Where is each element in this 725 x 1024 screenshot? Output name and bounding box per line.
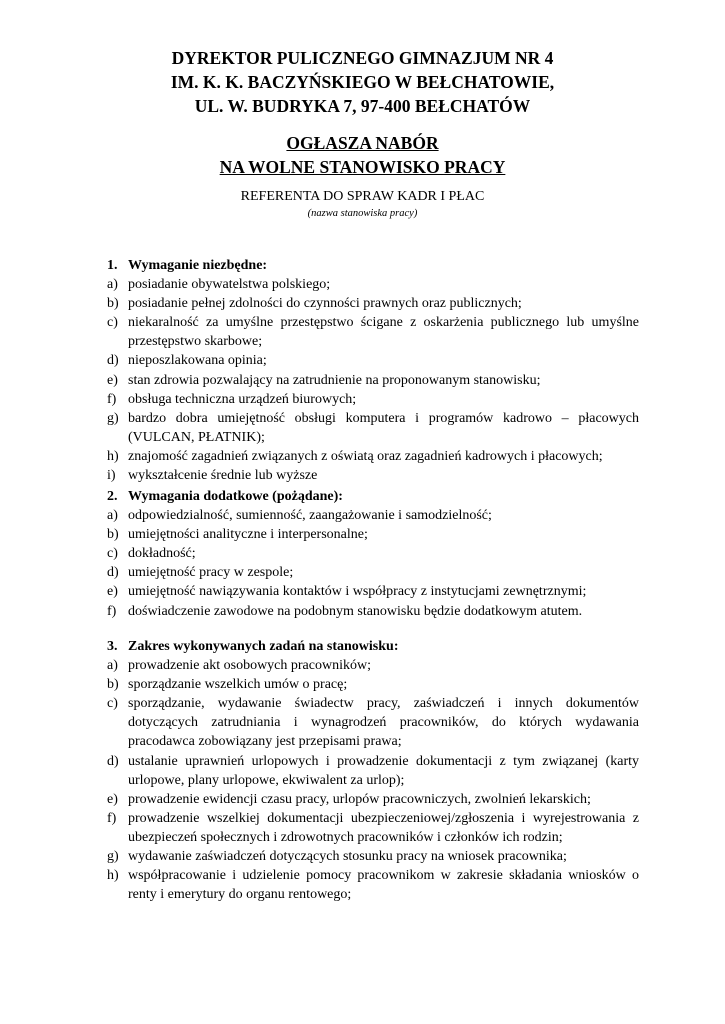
item-letter: g) bbox=[107, 410, 119, 426]
section-duties bbox=[107, 637, 639, 904]
list-item bbox=[107, 447, 639, 466]
document-header bbox=[0, 46, 725, 118]
item-text: prowadzenie ewidencji czasu pracy, urlopów pracowniczych, zwolnień lekarskich; bbox=[128, 791, 591, 807]
list-item bbox=[107, 563, 639, 582]
item-letter: i) bbox=[107, 468, 116, 484]
section-title: Wymaganie niezbędne: bbox=[128, 258, 268, 273]
item-text: współpracowanie i udzielenie pomocy pracownikom w zakresie składania wniosków o renty i emerytury do organu rentowego; bbox=[128, 868, 639, 903]
item-text: dokładność; bbox=[128, 546, 196, 562]
item-letter: e) bbox=[107, 584, 118, 600]
item-letter: c) bbox=[107, 315, 118, 331]
item-text: ustalanie uprawnień urlopowych i prowadzenie dokumentacji z tym związanej (karty urlopowe, plany urlopowe, ekwiwalent za urlop); bbox=[128, 753, 639, 788]
item-text: doświadczenie zawodowe na podobnym stanowisku będzie dodatkowym atutem. bbox=[128, 603, 583, 619]
item-text: posiadanie obywatelstwa polskiego; bbox=[128, 277, 331, 293]
header-line-1: DYREKTOR PULICZNEGO GIMNAZJUM NR 4 bbox=[171, 48, 554, 68]
header-line-2: IM. K. K. BACZYŃSKIEGO W BEŁCHATOWIE, bbox=[170, 72, 555, 92]
item-letter: f) bbox=[107, 391, 117, 407]
section-number: 1. bbox=[107, 258, 118, 273]
item-text: wydawanie zaświadczeń dotyczących stosunku pracy na wniosek pracownika; bbox=[128, 849, 567, 865]
item-letter: c) bbox=[107, 696, 118, 712]
item-letter: h) bbox=[107, 868, 119, 884]
list-item bbox=[107, 390, 639, 409]
position-note: (nazwa stanowiska pracy) bbox=[307, 208, 418, 219]
item-letter: c) bbox=[107, 546, 118, 562]
item-text: sporządzanie wszelkich umów o pracę; bbox=[128, 677, 348, 693]
item-letter: h) bbox=[107, 448, 119, 464]
item-letter: d) bbox=[107, 353, 119, 369]
list-item bbox=[107, 544, 639, 563]
list-item bbox=[107, 409, 639, 447]
list-item bbox=[107, 525, 639, 544]
section-title: Wymagania dodatkowe (pożądane): bbox=[128, 489, 343, 504]
list-item bbox=[107, 790, 639, 809]
list-item bbox=[107, 313, 639, 351]
item-letter: a) bbox=[107, 658, 118, 674]
list-item bbox=[107, 466, 639, 485]
list-item bbox=[107, 847, 639, 866]
announcement-title bbox=[0, 131, 725, 179]
item-letter: b) bbox=[107, 677, 119, 693]
section-heading bbox=[107, 256, 639, 275]
item-text: wykształcenie średnie lub wyższe bbox=[128, 468, 318, 484]
list-item bbox=[107, 275, 639, 294]
item-letter: f) bbox=[107, 603, 117, 619]
item-letter: g) bbox=[107, 849, 119, 865]
list-item bbox=[107, 351, 639, 370]
item-list bbox=[107, 656, 639, 904]
item-text: sporządzanie, wydawanie świadectw pracy, zaświadczeń i innych dokumentów dotyczących zatrudniania i wynagrodzeń pracowników, do których wydawania pracodawca zobowiązany jest przepisami prawa; bbox=[128, 696, 639, 750]
item-letter: b) bbox=[107, 296, 119, 312]
list-item bbox=[107, 656, 639, 675]
item-letter: d) bbox=[107, 565, 119, 581]
item-list bbox=[107, 275, 639, 485]
list-item bbox=[107, 752, 639, 790]
item-text: stan zdrowia pozwalający na zatrudnienie na proponowanym stanowisku; bbox=[128, 372, 541, 388]
list-item bbox=[107, 371, 639, 390]
item-text: nieposzlakowana opinia; bbox=[128, 353, 267, 369]
item-text: prowadzenie akt osobowych pracowników; bbox=[128, 658, 371, 674]
announcement-line-1: OGŁASZA NABÓR bbox=[286, 133, 439, 153]
item-letter: a) bbox=[107, 277, 118, 293]
list-item bbox=[107, 294, 639, 313]
item-text: umiejętności analityczne i interpersonalne; bbox=[128, 527, 368, 543]
item-letter: d) bbox=[107, 753, 119, 769]
list-item bbox=[107, 582, 639, 601]
position-title: REFERENTA DO SPRAW KADR I PŁAC bbox=[240, 189, 485, 204]
item-text: prowadzenie wszelkiej dokumentacji ubezpieczeniowej/zgłoszenia i wyrejestrowania z ubezpieczeń społecznych i zdrowotnych pracowników i członków ich rodzin; bbox=[128, 810, 639, 845]
section-requirements bbox=[107, 256, 639, 485]
announcement-line-2: NA WOLNE STANOWISKO PRACY bbox=[219, 157, 506, 177]
item-text: odpowiedzialność, sumienność, zaangażowanie i samodzielność; bbox=[128, 508, 492, 524]
item-list bbox=[107, 506, 639, 621]
item-text: umiejętność nawiązywania kontaktów i współpracy z instytucjami zewnętrznymi; bbox=[128, 584, 587, 600]
item-text: umiejętność pracy w zespole; bbox=[128, 565, 294, 581]
list-item bbox=[107, 809, 639, 847]
section-heading bbox=[107, 637, 639, 656]
section-title: Zakres wykonywanych zadań na stanowisku: bbox=[128, 639, 399, 654]
list-item bbox=[107, 694, 639, 751]
item-text: znajomość zagadnień związanych z oświatą oraz zagadnień kadrowych i płacowych; bbox=[128, 448, 603, 464]
item-letter: a) bbox=[107, 508, 118, 524]
list-item bbox=[107, 675, 639, 694]
item-letter: e) bbox=[107, 372, 118, 388]
header-line-3: UL. W. BUDRYKA 7, 97-400 BEŁCHATÓW bbox=[194, 96, 531, 116]
list-item bbox=[107, 866, 639, 904]
item-text: obsługa techniczna urządzeń biurowych; bbox=[128, 391, 357, 407]
item-letter: e) bbox=[107, 791, 118, 807]
section-number: 2. bbox=[107, 489, 118, 504]
item-letter: f) bbox=[107, 810, 117, 826]
section-heading bbox=[107, 487, 639, 506]
item-letter: b) bbox=[107, 527, 119, 543]
item-text: niekaralność za umyślne przestępstwo ścigane z oskarżenia publicznego lub umyślne przestępstwo skarbowe; bbox=[128, 315, 639, 350]
item-text: bardzo dobra umiejętność obsługi komputera i programów kadrowo – płacowych (VULCAN, PŁATNIK); bbox=[128, 410, 639, 445]
list-item bbox=[107, 506, 639, 525]
list-item bbox=[107, 602, 639, 621]
section-number: 3. bbox=[107, 639, 118, 654]
section-additional-requirements bbox=[107, 487, 639, 621]
item-text: posiadanie pełnej zdolności do czynności prawnych oraz publicznych; bbox=[128, 296, 522, 312]
